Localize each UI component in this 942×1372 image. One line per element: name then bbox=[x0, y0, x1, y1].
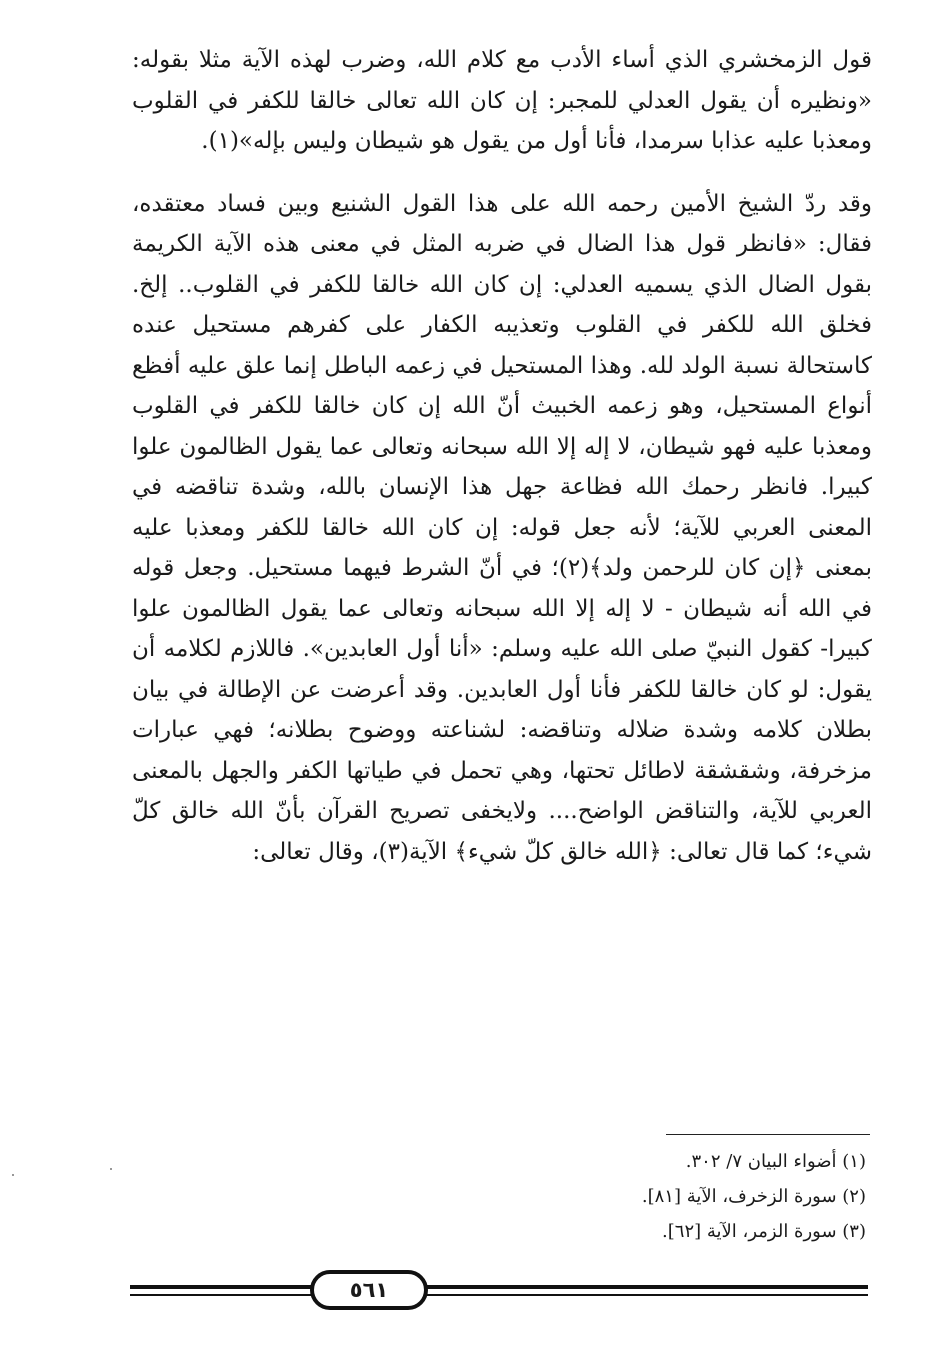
page-number: ٥٦١ bbox=[310, 1270, 428, 1310]
footnote-separator bbox=[666, 1134, 870, 1135]
footer-rule-thick bbox=[130, 1285, 868, 1289]
footnotes bbox=[400, 1144, 866, 1249]
footnote-1: (١) أضواء البيان ٧/ ٣٠٢. bbox=[685, 1151, 866, 1172]
scan-speck bbox=[110, 1168, 112, 1170]
footer-rule-thin bbox=[130, 1294, 868, 1296]
main-text bbox=[132, 40, 872, 872]
paragraph-2: وقد ردّ الشيخ الأمين رحمه الله على هذا القول الشنيع وبين فساد معتقده، فقال: «فانظر قول هذا الضال في ضربه المثل في معنى هذه الآية الكريمة بقول الضال الذي يسميه العدلي: إن كان الله خالقا للكفر في القلوب.. إلخ. فخلق الله للكفر في القلوب وتعذيبه الكفار على كفرهم مستحيل عنده كاستحالة نسبة الولد لله. وهذا المستحيل في زعمه الباطل إنما علق عليه أفظع أنواع المستحيل، وهو زعمه الخبيث أنّ الله إن كان خالقا للكفر في القلوب ومعذبا عليه فهو شيطان، لا إله إلا الله سبحانه وتعالى عما يقول الظالمون علوا كبيرا. فانظر رحمك الله فظاعة جهل هذا الإنسان بالله، وشدة تناقضه في المعنى العربي للآية؛ لأنه جعل قوله: إن كان الله خالقا للكفر ومعذبا عليه بمعنى ﴿إن كان للرحمن ولد﴾(٢)؛ في أنّ الشرط فيهما مستحيل. وجعل قوله في الله أنه شيطان - لا إله إلا الله سبحانه وتعالى عما يقول الظالمون علوا كبيرا- كقول النبيّ صلى الله عليه وسلم: «أنا أول العابدين». فاللازم لكلامه أن يقول: لو كان خالقا للكفر فأنا أول العابدين. وقد أعرضت عن الإطالة في بيان بطلان كلامه وشدة ضلاله وتناقضه: لشناعته ووضوح بطلانه؛ فهي عبارات مزخرفة، وشقشقة لاطائل تحتها، وهي تحمل في طياتها الكفر والجهل بالمعنى العربي للآية، والتناقض الواضح.... ولايخفى تصريح القرآن بأنّ الله خالق كلّ شيء؛ كما قال تعالى: ﴿الله خالق كلّ شيء﴾ الآية(٣)، وقال تعالى: bbox=[132, 190, 872, 865]
scan-speck bbox=[12, 1174, 14, 1176]
footnote-3: (٣) سورة الزمر، الآية [٦٢]. bbox=[662, 1221, 866, 1242]
page-footer-bar bbox=[130, 1272, 868, 1312]
paragraph-1: قول الزمخشري الذي أساء الأدب مع كلام الله، وضرب لهذه الآية مثلا بقوله: «ونظيره أن يقول العدلي للمجبر: إن كان الله تعالى خالقا للكفر في القلوب ومعذبا عليه عذابا سرمدا، فأنا أول من يقول هو شيطان وليس بإله»(١). bbox=[132, 47, 872, 154]
footnote-2: (٢) سورة الزخرف، الآية [٨١]. bbox=[641, 1186, 866, 1207]
